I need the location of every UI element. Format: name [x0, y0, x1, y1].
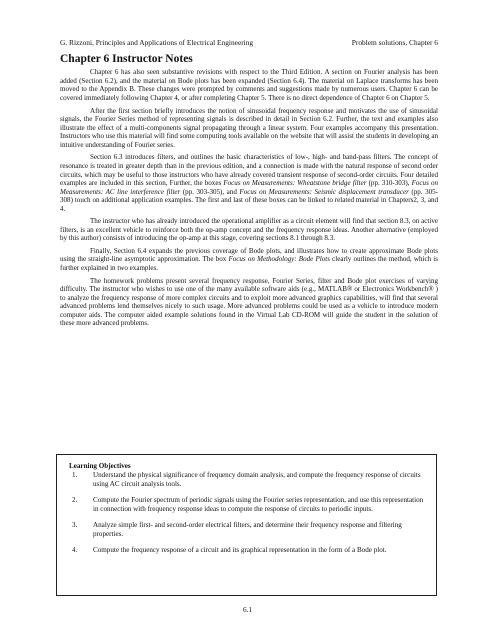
text-run: clearly outlines the method, which is further explained in two examples.	[60, 255, 438, 272]
body-paragraph	[60, 68, 438, 102]
text-run: (pp. 305-308) touch on additional application examples. The first and last of these boxes can be linked to related material in Chapters2, 3, and 4.	[60, 187, 438, 213]
page-number: 6.1	[242, 605, 253, 614]
italic-reference: Focus on Measurements: Wheatstone bridge filter	[223, 179, 367, 188]
text-run: Section 6.3 introduces filters, and outlines the basic characteristics of low-, high- and band-pass filters. The concept of resonance is treated in greater depth than in the previous edition, and a connection is made with the natural response of second order circuits, which may be useful to those instructors who have already covered transient response of second-order circuits. Four detailed examples are included in this section, Further, the boxes	[60, 153, 438, 188]
learning-objectives-list	[69, 471, 424, 555]
body-paragraph	[60, 153, 438, 213]
running-header	[60, 38, 438, 47]
text-run: Finally, Section 6.4 expands the previous coverage of Bode plots, and illustrates how to create approximate Bode plots using the straight-line asymptotic approximation. The box	[60, 246, 438, 264]
italic-reference: Focus on Measurements: Seismic displacement transducer	[239, 187, 409, 196]
text-run: After the first section briefly introduces the notion of sinusoidal frequency response and motivates the use of sinusoidal signals, the Fourier Series method of representing signals is described in detail in Section 6.2. Further, the text and examples also illustrate the effect of a multi-components signal propagating through a linear system. Four examples accompany this presentation. Instructors who use this material will find some computing tools available on the website that will assist the students in developing an intuitive understanding of Fourier series.	[60, 106, 438, 149]
text-run: The homework problems present several frequency response, Fourier Series, filter and Bode plot exercises of varying difficulty. The instructor who wishes to use one of the many available software aids (e.g., MATLAB® or Electronics Workbench® ) to analyze the frequency response of more complex circuits and to exploit more advanced graphics capabilities, will find that several advanced problems lend themselves nicely to such usage. More advanced problems could be used as a vehicle to introduce modern computer aids. The computer aided example solutions found in the Virtual Lab CD-ROM will guide the student in the solution of these more advanced problems.	[60, 276, 438, 328]
objective-number: 1.	[72, 471, 78, 480]
objective-text: Analyze simple first- and second-order electrical filters, and determine their frequency response and filtering properties.	[93, 521, 402, 538]
body-paragraph	[60, 217, 438, 243]
objective-item	[69, 471, 424, 488]
objective-item	[69, 546, 424, 555]
header-left: G. Rizzoni, Principles and Applications of Electrical Engineering	[60, 38, 254, 47]
italic-reference: Focus on Measurements: AC line interference filter	[60, 179, 438, 196]
objective-number: 3.	[72, 521, 78, 530]
learning-objectives-title: Learning Objectives	[69, 462, 131, 470]
body-paragraph	[60, 107, 438, 150]
objective-number: 2.	[72, 496, 78, 505]
chapter-title: Chapter 6 Instructor Notes	[60, 53, 193, 65]
learning-objectives-box	[56, 454, 437, 596]
text-run: Chapter 6 has also seen substantive revisions with respect to the Third Edition. A section on Fourier analysis has been added (Section 6.2), and the material on Bode plots has been expanded (Section 6.4). The material on Laplace transforms has been moved to the Appendix B. These changes were prompted by comments and suggestions made by numerous users. Chapter 6 can be covered immediately following Chapter 4, or after completing Chapter 5. There is no direct dependence of Chapter 6 on Chapter 5.	[60, 68, 438, 102]
objective-item	[69, 496, 424, 513]
body-text	[60, 68, 438, 332]
objective-text: Compute the Fourier spectrum of periodic signals using the Fourier series representation, and use this representation in connection with frequency response ideas to compute the response of circuits to periodic inputs.	[93, 496, 424, 513]
objective-text: Compute the frequency response of a circuit and its graphical representation in the form of a Bode plot.	[93, 546, 387, 555]
text-run: (pp. 303-305), and	[180, 187, 240, 196]
body-paragraph	[60, 277, 438, 328]
text-run: The instructor who has already introduced the operational amplifier as a circuit element will find that section 8.3, on active filters, is an excellent vehicle to reinforce both the op-amp concept and the frequency response ideas. Another alternative (employed by this author) consists of introducing the op-amp at this stage, covering sections 8.1 through 8.3.	[60, 217, 438, 243]
body-paragraph	[60, 247, 438, 273]
italic-reference: Focus on Methodology: Bode Plots	[228, 255, 330, 264]
header-right: Problem solutions, Chapter 6	[351, 38, 438, 47]
text-run: (pp. 310-303),	[366, 179, 412, 188]
objective-item	[69, 521, 424, 538]
objective-text: Understand the physical significance of frequency domain analysis, and compute the frequency response of circuits using AC circuit analysis tools.	[93, 471, 421, 488]
objective-number: 4.	[72, 546, 78, 555]
